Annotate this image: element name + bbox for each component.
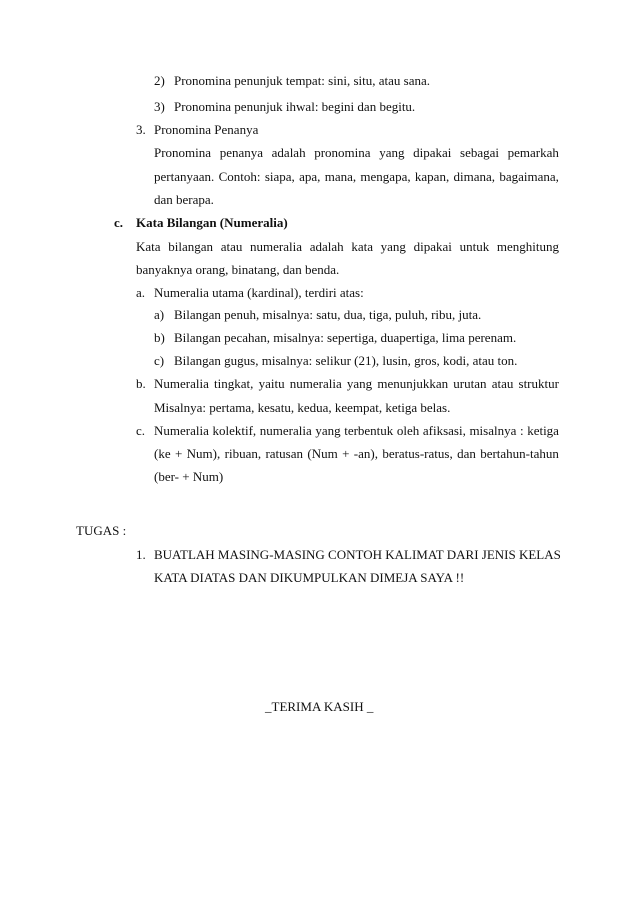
list-marker: b. (136, 376, 146, 391)
word: pronomina (314, 145, 371, 160)
word: atau (491, 376, 514, 391)
word: siapa, (264, 169, 295, 184)
word: dipakai (413, 239, 452, 254)
justified-line (154, 169, 559, 185)
word: kapan, (414, 169, 450, 184)
word: (ke (154, 446, 171, 461)
paragraph-line: Bilangan gugus, misalnya: selikur (21), lusin, gros, kodi, atau ton. (174, 353, 518, 368)
paragraph-line: Numeralia utama (kardinal), terdiri atas: (154, 285, 364, 300)
word: numeralia (250, 239, 303, 254)
word: penanya (219, 145, 264, 160)
list-marker: c) (154, 353, 165, 368)
justified-line (154, 145, 559, 161)
word: Numeralia (154, 423, 209, 438)
word: ketiga (527, 423, 559, 438)
word: terbentuk (344, 423, 394, 438)
word: menghitung (496, 239, 559, 254)
word: kolektif, (212, 423, 257, 438)
word: yang (380, 239, 406, 254)
word: dimana, (453, 169, 496, 184)
paragraph-line: banyaknya orang, binatang, dan benda. (136, 262, 340, 277)
word: misalnya (469, 423, 517, 438)
word: tingkat, (214, 376, 254, 391)
tugas-label: TUGAS : (76, 523, 127, 538)
task-line: KATA DIATAS DAN DIKUMPULKAN DIMEJA SAYA !! (154, 570, 465, 585)
paragraph-line: dan berapa. (154, 192, 214, 207)
word: yang (315, 423, 341, 438)
word: numeralia (259, 423, 312, 438)
word: yang (346, 376, 373, 391)
word: Numeralia (154, 376, 209, 391)
list-marker: 1. (136, 547, 146, 562)
word: Pronomina (154, 145, 212, 160)
justified-line (154, 376, 559, 392)
word: beratus-ratus, (382, 446, 453, 461)
section-heading: Kata Bilangan (Numeralia) (136, 215, 288, 230)
word: : (519, 423, 524, 438)
word: adalah (271, 145, 306, 160)
list-marker: a) (154, 307, 165, 322)
word: dipakai (413, 145, 452, 160)
task-line: BUATLAH MASING-MASING CONTOH KALIMAT DARI JENIS KELAS (154, 547, 561, 562)
list-marker: b) (154, 330, 165, 345)
word: dan (457, 446, 476, 461)
paragraph-line: Bilangan penuh, misalnya: satu, dua, tiga, puluh, ribu, juta. (174, 307, 482, 322)
paragraph-line: Pronomina penunjuk tempat: sini, situ, atau sana. (174, 73, 430, 88)
word: Kata (136, 239, 161, 254)
word: bertahun-tahun (480, 446, 559, 461)
word: apa, (299, 169, 321, 184)
word: (Num (307, 446, 338, 461)
word: untuk (459, 239, 490, 254)
word: adalah (309, 239, 344, 254)
list-marker: 3) (154, 99, 165, 114)
word: Num), (186, 446, 221, 461)
word: pemarkah (507, 145, 559, 160)
word: kata (351, 239, 373, 254)
list-marker: 3. (136, 122, 146, 137)
word: struktur (518, 376, 559, 391)
word: menunjukkan (377, 376, 449, 391)
word: bilangan (168, 239, 213, 254)
paragraph-line: Pronomina penunjuk ihwal: begini dan begitu. (174, 99, 416, 114)
paragraph-line: (ber- + Num) (154, 469, 224, 484)
word: ratusan (265, 446, 303, 461)
word: ribuan, (224, 446, 262, 461)
word: Contoh: (218, 169, 261, 184)
word: sebagai (460, 145, 499, 160)
section-marker: c. (114, 215, 124, 230)
word: pertanyaan. (154, 169, 215, 184)
word: urutan (453, 376, 487, 391)
list-marker: a. (136, 285, 146, 300)
justified-line (154, 446, 559, 462)
subheading: Pronomina Penanya (154, 122, 259, 137)
list-marker: 2) (154, 73, 165, 88)
word: mana, (324, 169, 357, 184)
word: mengapa, (360, 169, 411, 184)
word: + (342, 446, 350, 461)
paragraph-line: Bilangan pecahan, misalnya: sepertiga, duapertiga, lima perenam. (174, 330, 517, 345)
word: bagaimana, (499, 169, 559, 184)
justified-line (136, 239, 559, 255)
word: numeralia (289, 376, 342, 391)
word: afiksasi, (422, 423, 466, 438)
word: yang (379, 145, 405, 160)
word: -an), (353, 446, 378, 461)
justified-line (154, 423, 559, 439)
closing-text: _TERIMA KASIH _ (265, 699, 374, 714)
word: yaitu (258, 376, 285, 391)
paragraph-line: Misalnya: pertama, kesatu, kedua, keempat, ketiga belas. (154, 400, 451, 415)
word: oleh (396, 423, 420, 438)
word: atau (220, 239, 243, 254)
list-marker: c. (136, 423, 146, 438)
word: + (174, 446, 183, 461)
